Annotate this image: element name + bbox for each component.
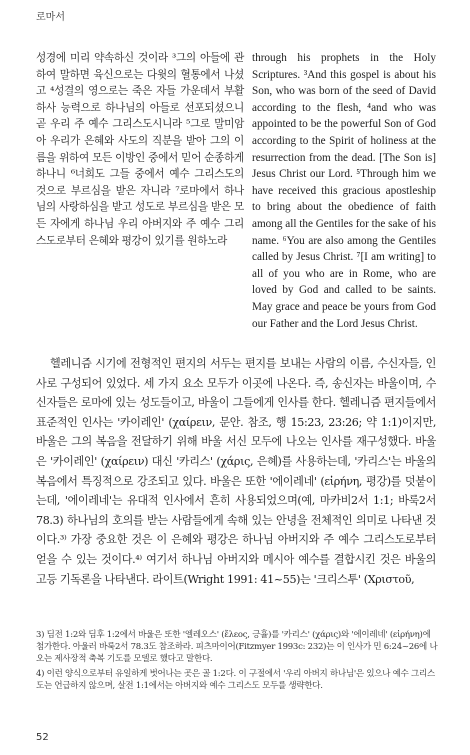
korean-translation-text: 성경에 미리 약속하신 것이라 ³그의 아들에 관하여 말하면 육신으로는 다윗의 혈통에서 나셨고 ⁴성결의 영으로는 죽은 자들 가운데서 부활하사 능력으로 하나님의 아들로 선포되셨으니 곧 우리 주 예수 그리스도시니라 ⁵그로 말미암아 우리가 은혜와 사도의 직분을 받아 그의 이름을 위하여 모든 이방인 중에서 믿어 순종하게 하나니 ⁶너희도 그들 중에서 예수 그리스도의 것으로 부르심을 받은 자니라 ⁷로마에서 하나님의 사랑하심을 받고 성도로 부르심을 받은 모든 자에게 하나님 우리 아버지와 주 예수 그리스도로부터 은혜와 평강이 있기를 원하노라 — [36, 52, 244, 247]
korean-translation-column — [36, 50, 244, 249]
footnote-4: 4) 이런 양식으로부터 유일하게 벗어나는 곳은 골 1:2다. 이 구절에서 '우리 아버지 하나님'은 있으나 예수 그리스도는 언급하지 않으며, 살전 1:1에서는 아버지와 예수 그리스도 모두를 생략한다. — [36, 668, 435, 691]
running-head: 로마서 — [36, 12, 65, 23]
commentary-paragraph: 헬레니즘 시기에 전형적인 편지의 서두는 편지를 보내는 사람의 이름, 수신자들, 인사로 구성되어 있었다. 세 가지 요소 모두가 이곳에 나온다. 즉, 송신자는 바울이며, 수신자들은 로마에 있는 성도들이고, 바울이 그들에게 인사를 한다. 헬레니즘 편지들에서 표준적인 인사는 '카이레인' (χαίρειν, 문안. 참조, 행 15:23, 23:26; 약 1:1)이지만, 바울은 그의 복음을 전달하기 위해 바울 서신 모두에 나오는 인사를 재구성했다. 바울은 '카이레인' (χαίρειν) 대신 '카리스' (χάρις, 은혜)를 사용하는데, '카리스'는 바울의 복음에서 특징적으로 강조되고 있다. 바울은 또한 '에이레네' (εἰρήνη, 평강)를 덧붙이는데, '에이레네'는 유대적 인사에서 흔히 사용되었으며(예, 마카비2서 1:1; 바룩2서 78.3) 하나님의 호의를 받는 사람들에게 속해 있는 안녕을 전체적인 의미로 나타낸 것이다.³⁾ 가장 중요한 것은 이 은혜와 평강은 하나님 아버지와 주 예수 그리스도로부터 얻을 수 있는 것이다.⁴⁾ 여기서 하나님 아버지와 메시아 예수를 결합시킨 것은 바울의 고등 기독론을 나타낸다. 라이트(Wright 1991: 41~55)는 '크리스투' (Χριστοῦ, — [36, 357, 436, 586]
english-translation-column — [252, 50, 436, 332]
footnotes — [36, 629, 438, 694]
page-number: 52 — [36, 732, 49, 743]
english-translation-text: through his prophets in the Holy Scriptures. ³And this gospel is about his Son, who was born of the seed of David according to the flesh, ⁴and who was appointed to be the powerful Son of God according to the Spirit of holiness at the resurrection from the dead. [The Son is] Jesus Christ our Lord. ⁵Through him we have received this gracious apostleship to bring about the obedience of faith among all the Gentiles for the sake of his name. ⁶You are also among the Gentiles called by Jesus Christ. ⁷[I am writing] to all of you who are in Rome, who are loved by God and called to be saints. May grace and peace be yours from God our Father and the Lord Jesus Christ. — [252, 52, 436, 330]
commentary-body — [36, 354, 436, 589]
footnote-3: 3) 딤전 1:2와 딤후 1:2에서 바울은 또한 '엘레오스' (ἔλεος, 긍휼)를 '카리스' (χάρις)와 '에이레네' (εἰρήνη)에 첨가한다. 아울러 바룩2서 78.3도 참조하라. 피츠마이어(Fitzmyer 1993c: 232)는 이 인사가 민 6:24~26에 나오는 제사장적 축복 기도를 모델로 했다고 말한다. — [36, 630, 438, 665]
